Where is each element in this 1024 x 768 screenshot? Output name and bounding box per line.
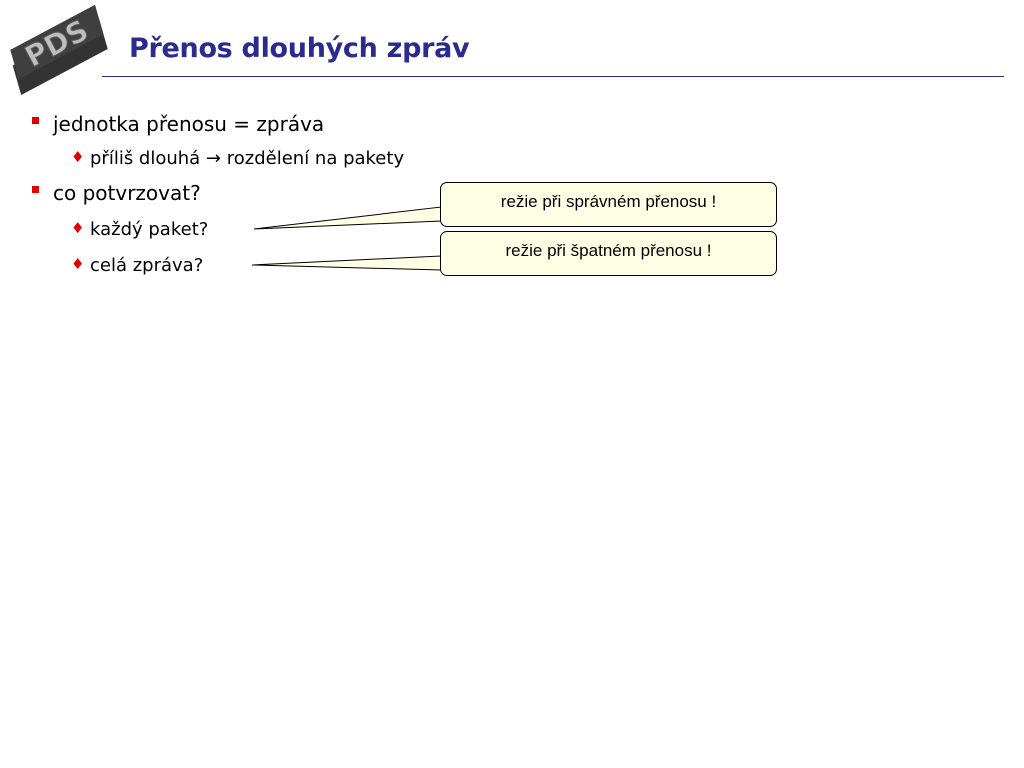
sub-bullet-text: každý paket? <box>90 219 209 240</box>
callout-pointer <box>254 207 441 229</box>
callout-box <box>440 231 777 276</box>
diamond-bullet-icon: ♦ <box>71 255 85 273</box>
bullet-text: jednotka přenosu = zpráva <box>53 112 325 136</box>
diamond-bullet-icon: ♦ <box>71 219 85 237</box>
sub-bullet-text: celá zpráva? <box>90 255 204 276</box>
slide-title: Přenos dlouhých zpráv <box>129 33 470 64</box>
callout-pointer <box>252 256 441 270</box>
logo-text: PDS <box>19 12 94 74</box>
callout-text: režie při správném přenosu ! <box>500 192 717 211</box>
bullet-text: co potvrzovat? <box>53 181 201 205</box>
callout-box <box>440 182 777 227</box>
diamond-bullet-icon: ♦ <box>71 148 85 166</box>
sub-bullet-text: příliš dlouhá → rozdělení na pakety <box>90 148 405 169</box>
callout-text: režie při špatném přenosu ! <box>505 241 712 260</box>
